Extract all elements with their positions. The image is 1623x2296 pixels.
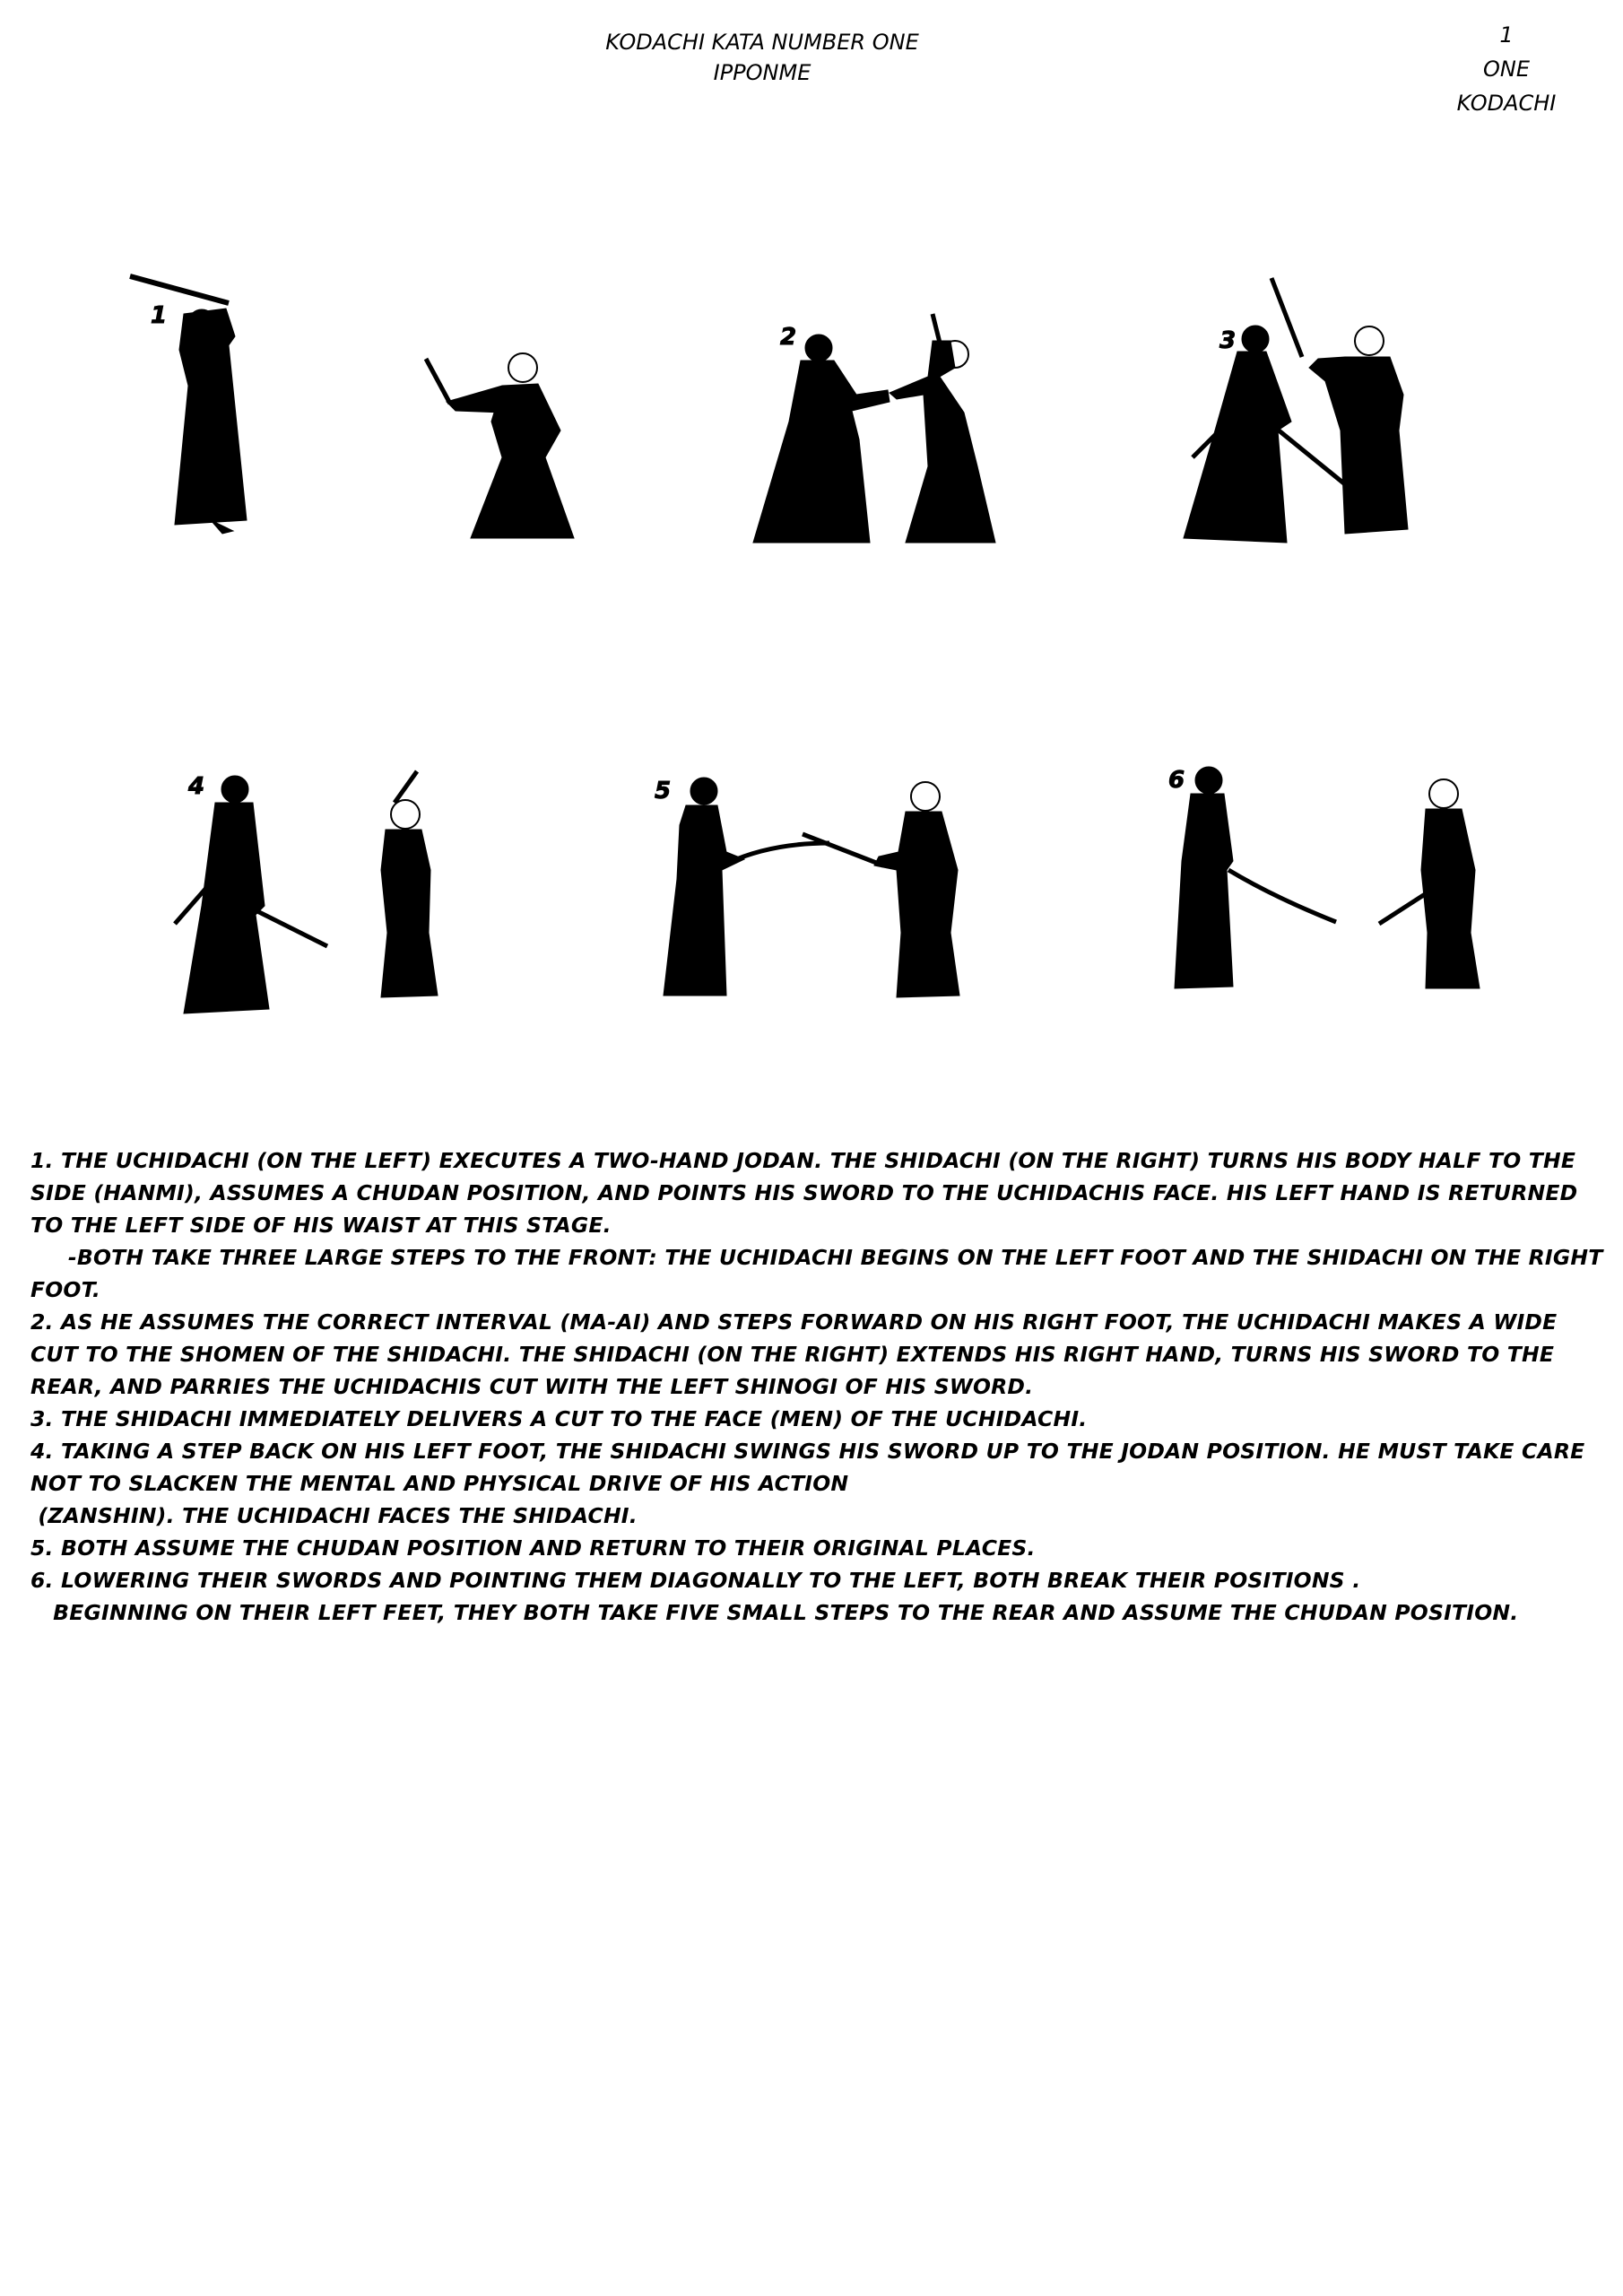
illustration-row-2-drawing: [0, 753, 1623, 1040]
figure-label-5: 5: [655, 778, 672, 804]
instruction-paragraph: (ZANSHIN). THE UCHIDACHI FACES THE SHIDACHI.: [30, 1503, 638, 1528]
page-number: 1: [1499, 22, 1514, 48]
figure-6-uchidachi: [1175, 767, 1336, 988]
instruction-paragraph: 4. TAKING A STEP BACK ON HIS LEFT FOOT, THE SHIDACHI SWINGS HIS SWORD UP TO THE JODAN POSITION. HE MUST TAKE CARE NOT TO SLACKEN THE MENTAL AND PHYSICAL DRIVE OF HIS ACTION: [30, 1439, 1593, 1496]
figure-label-4: 4: [188, 773, 205, 800]
figure-2-shidachi: [890, 314, 995, 543]
figure-3-uchidachi: [1184, 278, 1302, 543]
figure-4-shidachi: [381, 771, 438, 997]
illustration-row-1-drawing: [0, 251, 1623, 556]
figure-2-uchidachi: [753, 335, 890, 543]
instruction-paragraph: -BOTH TAKE THREE LARGE STEPS TO THE FRONT: THE UCHIDACHI BEGINS ON THE LEFT FOOT AND THE SHIDACHI ON THE RIGHT FOOT.: [30, 1245, 1610, 1302]
figure-3-shidachi: [1273, 326, 1408, 534]
instruction-text: [30, 1144, 1609, 1629]
figure-label-3: 3: [1219, 327, 1237, 354]
instruction-paragraph: 5. BOTH ASSUME THE CHUDAN POSITION AND RETURN TO THEIR ORIGINAL PLACES.: [30, 1535, 1036, 1561]
page-title: KODACHI KATA NUMBER ONE: [605, 30, 919, 55]
figure-label-1: 1: [151, 302, 168, 329]
page-subtitle: IPPONME: [713, 60, 812, 85]
figure-5-shidachi: [803, 782, 959, 997]
instruction-paragraph: 2. AS HE ASSUMES THE CORRECT INTERVAL (MA-AI) AND STEPS FORWARD ON HIS RIGHT FOOT, THE UCHIDACHI MAKES A WIDE CUT TO THE SHOMEN OF THE SHIDACHI. THE SHIDACHI (ON THE RIGHT) EXTENDS HIS RIGHT HAND, TURNS HIS SWORD TO THE REAR, AND PARRIES THE UCHIDACHIS CUT WITH THE LEFT SHINOGI OF HIS SWORD.: [30, 1309, 1565, 1399]
figure-1-shidachi: [426, 353, 574, 538]
corner-label-kodachi: KODACHI: [1456, 91, 1557, 116]
page-corner-label: [1417, 18, 1596, 120]
instruction-paragraph: 3. THE SHIDACHI IMMEDIATELY DELIVERS A CUT TO THE FACE (MEN) OF THE UCHIDACHI.: [30, 1406, 1088, 1431]
figure-4-uchidachi: [175, 776, 327, 1013]
illustration-row-2: [0, 753, 1623, 1040]
figure-1-uchidachi: [130, 276, 247, 534]
instruction-paragraph: 6. LOWERING THEIR SWORDS AND POINTING THEM DIAGONALLY TO THE LEFT, BOTH BREAK THEIR POSITIONS .: [30, 1568, 1361, 1593]
instruction-paragraph: 1. THE UCHIDACHI (ON THE LEFT) EXECUTES A TWO-HAND JODAN. THE SHIDACHI (ON THE RIGHT) TURNS HIS BODY HALF TO THE SIDE (HANMI), ASSUMES A CHUDAN POSITION, AND POINTS HIS SWORD TO THE UCHIDACHIS FACE. HIS LEFT HAND IS RETURNED TO THE LEFT SIDE OF HIS WAIST AT THIS STAGE.: [30, 1148, 1585, 1238]
figure-label-2: 2: [780, 324, 797, 351]
figure-6-shidachi: [1379, 779, 1480, 988]
illustration-row-1: [0, 251, 1623, 556]
corner-label-one: ONE: [1482, 57, 1530, 82]
figure-label-6: 6: [1168, 767, 1185, 794]
figure-5-uchidachi: [664, 778, 829, 996]
instruction-paragraph: BEGINNING ON THEIR LEFT FEET, THEY BOTH TAKE FIVE SMALL STEPS TO THE REAR AND ASSUME THE CHUDAN POSITION.: [30, 1600, 1519, 1625]
title-block: [583, 27, 942, 88]
